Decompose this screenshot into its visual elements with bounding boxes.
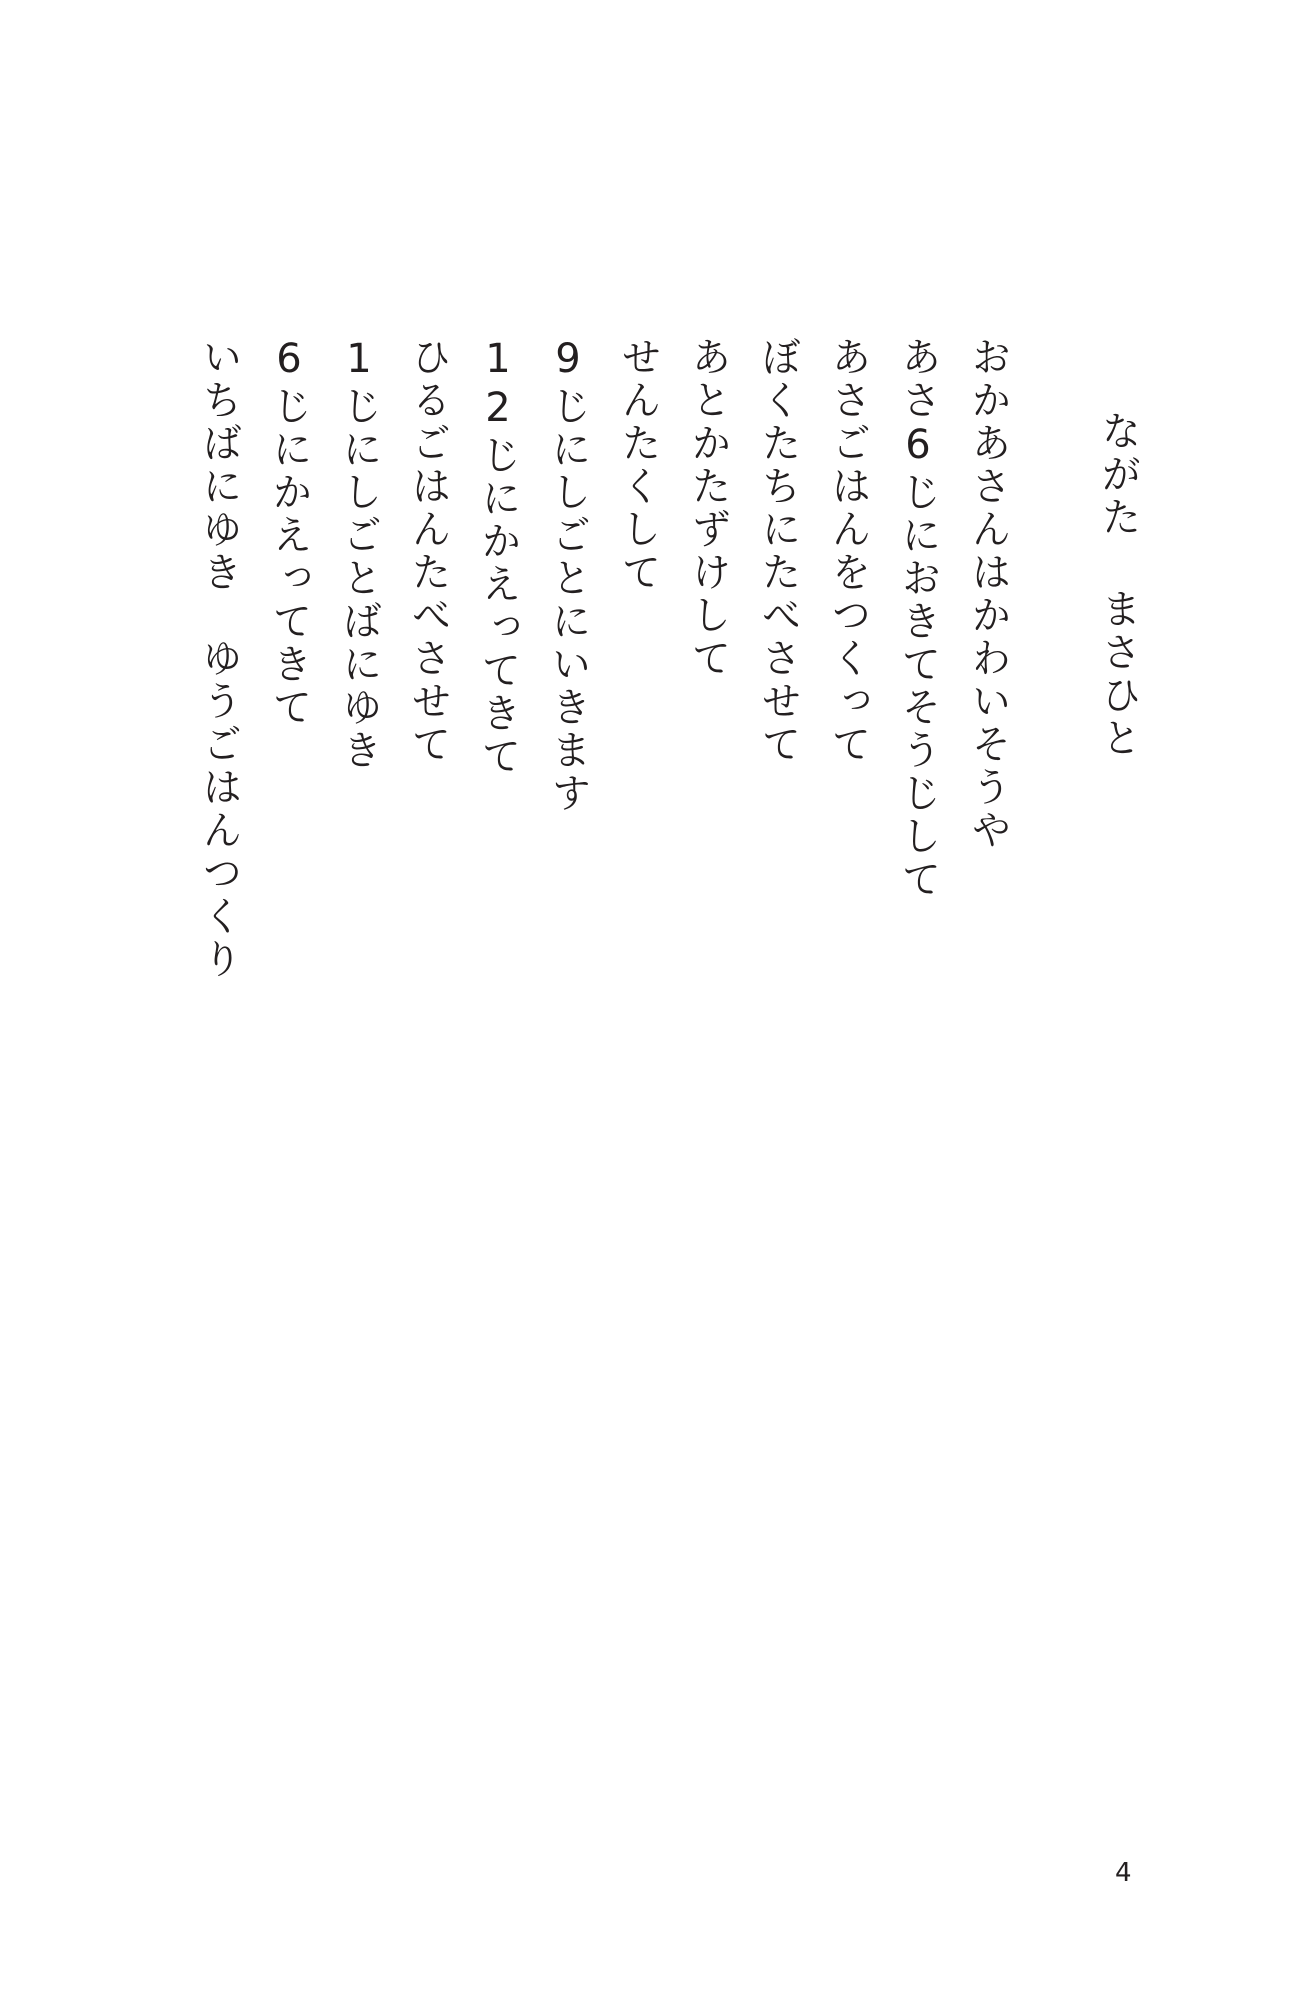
poem-line-8: 12じにかえってきて xyxy=(475,336,521,778)
poem-line-9: ひるごはんたべさせて xyxy=(405,336,451,766)
poem-line-3: あさごはんをつくって xyxy=(825,336,871,766)
poem-line-5: あとかたずけして xyxy=(685,336,731,680)
page-number: 4 xyxy=(1115,1858,1132,1888)
poem-line-2: あさ6じにおきてそうじして xyxy=(895,336,941,901)
poem-line-6: せんたくして xyxy=(615,336,661,594)
poem-line-12: いちばにゆき ゆうごはんつくり xyxy=(196,336,242,981)
poem-line-11: 6じにかえってきて xyxy=(266,336,312,729)
poem-author: ながた まさひと xyxy=(1095,410,1141,760)
poem-line-4: ぼくたちにたべさせて xyxy=(755,336,801,766)
poem-line-10: 1じにしごとばにゆき xyxy=(336,336,382,772)
poem-line-7: 9じにしごとにいきます xyxy=(545,336,591,815)
poem-line-1: おかあさんはかわいそうや xyxy=(965,336,1011,852)
